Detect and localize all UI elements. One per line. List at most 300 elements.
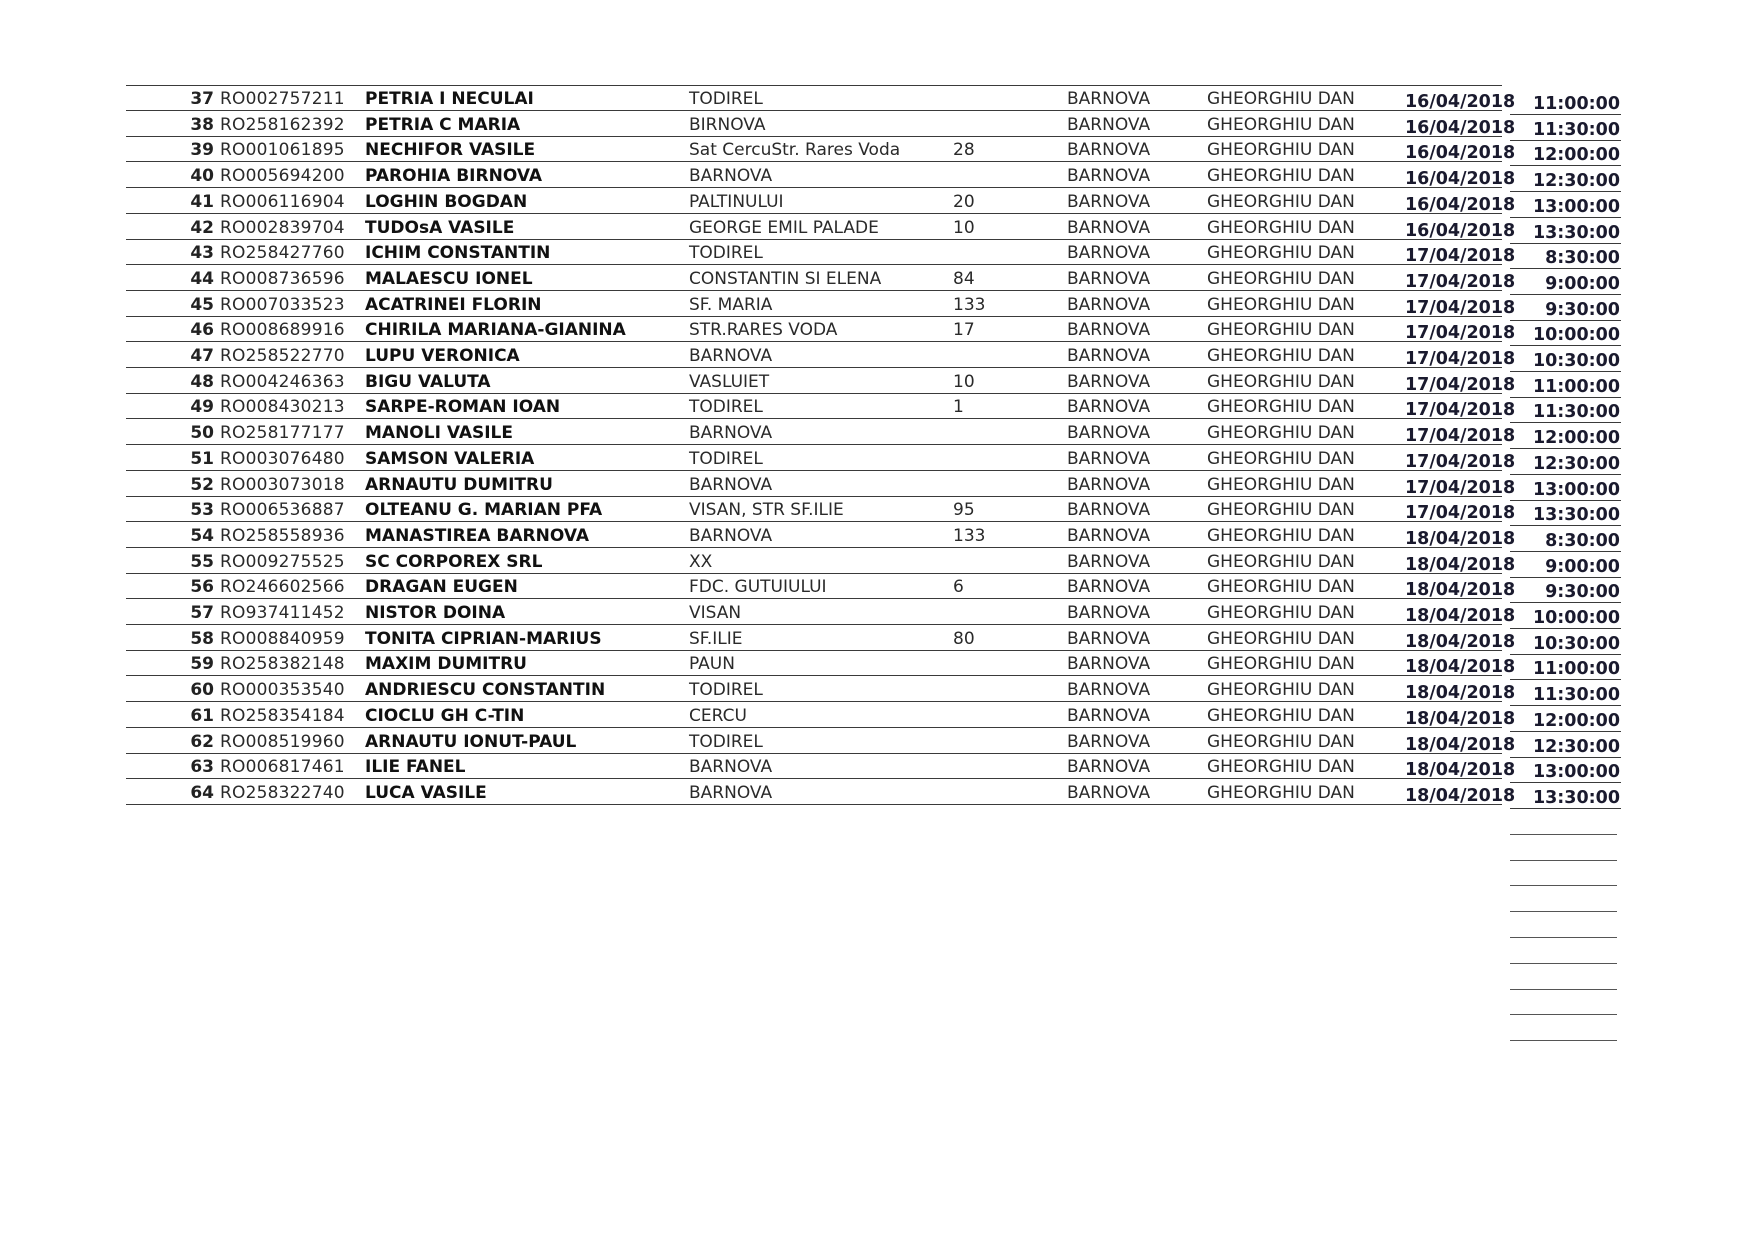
street-address: BARNOVA <box>689 474 773 495</box>
client-name: ACATRINEI FLORIN <box>365 294 542 315</box>
row-separator <box>126 547 1502 548</box>
appointment-time: 13:30:00 <box>1532 505 1620 526</box>
appointment-date: 17/04/2018 <box>1405 349 1516 369</box>
client-name: MALAESCU IONEL <box>365 268 533 289</box>
appointment-date: 18/04/2018 <box>1405 734 1516 755</box>
street-address: SF.ILIE <box>689 628 743 649</box>
street-address: VASLUIET <box>689 371 770 392</box>
empty-time-line <box>1510 989 1617 990</box>
row-separator <box>126 624 1502 625</box>
appointment-date: 16/04/2018 <box>1405 169 1516 190</box>
locality: BARNOVA <box>1067 243 1151 264</box>
agent-name: GHEORGHIU DAN <box>1207 474 1355 495</box>
appointment-date: 17/04/2018 <box>1405 297 1516 318</box>
client-code: RO258427760 <box>220 243 345 264</box>
agent-name: GHEORGHIU DAN <box>1207 294 1355 315</box>
row-number: 40 <box>190 166 214 187</box>
street-number: 6 <box>953 577 964 598</box>
client-name: TONITA CIPRIAN-MARIUS <box>365 628 602 649</box>
appointment-date: 18/04/2018 <box>1405 631 1516 652</box>
client-name: DRAGAN EUGEN <box>365 577 518 598</box>
street-address: GEORGE EMIL PALADE <box>689 217 879 238</box>
street-number: 17 <box>953 320 975 341</box>
appointment-time: 10:00:00 <box>1532 608 1620 628</box>
row-number: 61 <box>190 705 214 726</box>
street-address: BARNOVA <box>689 525 773 546</box>
appointment-time: 12:30:00 <box>1532 171 1620 192</box>
row-number: 44 <box>190 268 214 289</box>
table-row <box>0 706 1754 732</box>
row-number: 55 <box>190 551 214 572</box>
agent-name: GHEORGHIU DAN <box>1207 191 1355 212</box>
row-number: 64 <box>190 782 214 803</box>
locality: BARNOVA <box>1067 191 1151 212</box>
row-separator <box>126 650 1502 651</box>
appointment-time: 11:30:00 <box>1532 402 1620 423</box>
agent-name: GHEORGHIU DAN <box>1207 603 1355 623</box>
appointment-date: 18/04/2018 <box>1405 785 1516 806</box>
row-number: 45 <box>190 294 214 315</box>
table-row <box>0 372 1754 398</box>
time-separator <box>1510 808 1621 809</box>
client-name: ARNAUTU IONUT-PAUL <box>365 731 577 752</box>
appointment-date: 18/04/2018 <box>1405 554 1516 575</box>
appointment-time: 12:30:00 <box>1532 736 1620 757</box>
appointment-time: 11:00:00 <box>1532 94 1620 114</box>
locality: BARNOVA <box>1067 89 1151 109</box>
row-separator <box>126 496 1502 497</box>
street-address: BARNOVA <box>689 423 773 444</box>
client-name: SC CORPOREX SRL <box>365 551 543 572</box>
client-code: RO258382148 <box>220 654 345 675</box>
street-address: TODIREL <box>689 731 763 752</box>
locality: BARNOVA <box>1067 500 1151 521</box>
table-row <box>0 629 1754 655</box>
appointment-date: 18/04/2018 <box>1405 683 1516 704</box>
agent-name: GHEORGHIU DAN <box>1207 680 1355 701</box>
client-name: ICHIM CONSTANTIN <box>365 243 551 264</box>
street-address: BARNOVA <box>689 166 773 187</box>
row-number: 43 <box>190 243 214 264</box>
client-name: SAMSON VALERIA <box>365 448 535 469</box>
agent-name: GHEORGHIU DAN <box>1207 448 1355 469</box>
agent-name: GHEORGHIU DAN <box>1207 731 1355 752</box>
table-row <box>0 500 1754 526</box>
row-separator <box>126 393 1502 394</box>
table-row <box>0 577 1754 603</box>
row-number: 60 <box>190 680 214 701</box>
client-code: RO006536887 <box>220 500 345 521</box>
appointment-date: 17/04/2018 <box>1405 271 1516 292</box>
appointment-time: 13:30:00 <box>1532 222 1620 243</box>
table-row <box>0 732 1754 758</box>
agent-name: GHEORGHIU DAN <box>1207 705 1355 726</box>
row-separator <box>126 573 1502 574</box>
agent-name: GHEORGHIU DAN <box>1207 525 1355 546</box>
appointment-date: 17/04/2018 <box>1405 400 1516 421</box>
appointment-time: 12:00:00 <box>1532 710 1620 731</box>
client-code: RO008736596 <box>220 268 345 289</box>
agent-name: GHEORGHIU DAN <box>1207 500 1355 521</box>
street-address: TODIREL <box>689 243 763 264</box>
row-number: 58 <box>190 628 214 649</box>
agent-name: GHEORGHIU DAN <box>1207 551 1355 572</box>
appointment-date: 17/04/2018 <box>1405 503 1516 524</box>
row-number: 48 <box>190 371 214 392</box>
table-row <box>0 526 1754 552</box>
agent-name: GHEORGHIU DAN <box>1207 346 1355 366</box>
row-number: 57 <box>190 603 214 623</box>
agent-name: GHEORGHIU DAN <box>1207 371 1355 392</box>
appointment-time: 13:00:00 <box>1532 479 1620 500</box>
table-row <box>0 269 1754 295</box>
street-address: TODIREL <box>689 89 763 109</box>
agent-name: GHEORGHIU DAN <box>1207 654 1355 675</box>
locality: BARNOVA <box>1067 294 1151 315</box>
row-separator <box>126 316 1502 317</box>
appointment-time: 10:30:00 <box>1532 633 1620 654</box>
table-row <box>0 654 1754 680</box>
table-row <box>0 320 1754 346</box>
client-name: MAXIM DUMITRU <box>365 654 527 675</box>
appointment-date: 16/04/2018 <box>1405 117 1516 138</box>
appointment-date: 18/04/2018 <box>1405 760 1516 781</box>
table-row <box>0 449 1754 475</box>
client-code: RO003073018 <box>220 474 345 495</box>
row-number: 39 <box>190 140 214 161</box>
client-name: CIOCLU GH C-TIN <box>365 705 525 726</box>
client-code: RO002839704 <box>220 217 345 238</box>
street-address: BARNOVA <box>689 346 773 366</box>
street-address: STR.RARES VODA <box>689 320 838 341</box>
client-code: RO004246363 <box>220 371 345 392</box>
row-separator <box>126 778 1502 779</box>
appointment-date: 18/04/2018 <box>1405 708 1516 729</box>
row-number: 49 <box>190 397 214 418</box>
street-address: BARNOVA <box>689 782 773 803</box>
locality: BARNOVA <box>1067 603 1151 623</box>
row-separator <box>126 727 1502 728</box>
row-separator <box>126 521 1502 522</box>
client-code: RO258558936 <box>220 525 345 546</box>
empty-time-line <box>1510 834 1617 835</box>
street-number: 80 <box>953 628 975 649</box>
appointment-time: 9:30:00 <box>1545 582 1620 603</box>
street-number: 95 <box>953 500 975 521</box>
street-number: 133 <box>953 294 986 315</box>
appointment-time: 9:00:00 <box>1545 556 1620 577</box>
locality: BARNOVA <box>1067 114 1151 135</box>
client-name: NISTOR DOINA <box>365 603 506 623</box>
locality: BARNOVA <box>1067 654 1151 675</box>
agent-name: GHEORGHIU DAN <box>1207 243 1355 264</box>
client-code: RO008689916 <box>220 320 345 341</box>
appointment-time: 12:00:00 <box>1532 428 1620 449</box>
row-number: 51 <box>190 448 214 469</box>
client-name: PETRIA C MARIA <box>365 114 521 135</box>
appointment-date: 16/04/2018 <box>1405 194 1516 215</box>
client-name: ARNAUTU DUMITRU <box>365 474 553 495</box>
table-row <box>0 243 1754 269</box>
appointment-time: 10:00:00 <box>1532 325 1620 346</box>
appointment-time: 12:00:00 <box>1532 145 1620 166</box>
table-row <box>0 346 1754 372</box>
appointment-date: 17/04/2018 <box>1405 477 1516 498</box>
table-row <box>0 166 1754 192</box>
street-address: PALTINULUI <box>689 191 784 212</box>
locality: BARNOVA <box>1067 705 1151 726</box>
client-code: RO258177177 <box>220 423 345 444</box>
client-code: RO005694200 <box>220 166 345 187</box>
agent-name: GHEORGHIU DAN <box>1207 140 1355 161</box>
client-name: SARPE-ROMAN IOAN <box>365 397 561 418</box>
agent-name: GHEORGHIU DAN <box>1207 628 1355 649</box>
appointment-time: 9:00:00 <box>1545 273 1620 294</box>
appointment-time: 12:30:00 <box>1532 453 1620 474</box>
table-rule-top <box>126 85 1502 86</box>
row-number: 41 <box>190 191 214 212</box>
row-separator <box>126 444 1502 445</box>
table-row <box>0 475 1754 501</box>
row-number: 50 <box>190 423 214 444</box>
table-row <box>0 423 1754 449</box>
agent-name: GHEORGHIU DAN <box>1207 268 1355 289</box>
empty-time-line <box>1510 1040 1617 1041</box>
appointment-time: 8:30:00 <box>1545 530 1620 551</box>
appointment-date: 17/04/2018 <box>1405 451 1516 472</box>
appointment-time: 10:30:00 <box>1532 351 1620 371</box>
locality: BARNOVA <box>1067 474 1151 495</box>
client-code: RO000353540 <box>220 680 345 701</box>
client-code: RO937411452 <box>220 603 345 623</box>
client-code: RO006116904 <box>220 191 345 212</box>
appointment-time: 13:00:00 <box>1532 196 1620 217</box>
row-separator <box>126 418 1502 419</box>
locality: BARNOVA <box>1067 166 1151 187</box>
empty-time-line <box>1510 963 1617 964</box>
table-row <box>0 552 1754 578</box>
agent-name: GHEORGHIU DAN <box>1207 217 1355 238</box>
appointment-time: 11:00:00 <box>1532 659 1620 680</box>
client-name: NECHIFOR VASILE <box>365 140 536 161</box>
client-code: RO001061895 <box>220 140 345 161</box>
appointment-date: 16/04/2018 <box>1405 143 1516 164</box>
row-separator <box>126 213 1502 214</box>
client-code: RO258522770 <box>220 346 345 366</box>
row-number: 56 <box>190 577 214 598</box>
street-number: 10 <box>953 217 975 238</box>
appointment-date: 16/04/2018 <box>1405 220 1516 241</box>
row-separator <box>126 187 1502 188</box>
street-number: 133 <box>953 525 986 546</box>
row-separator <box>126 675 1502 676</box>
table-row <box>0 397 1754 423</box>
street-address: BIRNOVA <box>689 114 766 135</box>
client-name: PAROHIA BIRNOVA <box>365 166 542 187</box>
client-code: RO258162392 <box>220 114 345 135</box>
table-row <box>0 757 1754 783</box>
locality: BARNOVA <box>1067 731 1151 752</box>
appointment-time: 11:00:00 <box>1532 376 1620 397</box>
appointment-date: 17/04/2018 <box>1405 374 1516 395</box>
row-separator <box>126 136 1502 137</box>
row-separator <box>126 239 1502 240</box>
client-name: LUPU VERONICA <box>365 346 520 366</box>
locality: BARNOVA <box>1067 448 1151 469</box>
appointment-time: 13:30:00 <box>1532 787 1620 808</box>
street-address: TODIREL <box>689 397 763 418</box>
empty-time-line <box>1510 860 1617 861</box>
row-number: 63 <box>190 757 214 778</box>
locality: BARNOVA <box>1067 680 1151 701</box>
row-separator <box>126 753 1502 754</box>
locality: BARNOVA <box>1067 140 1151 161</box>
appointment-time: 8:30:00 <box>1545 248 1620 269</box>
client-code: RO008430213 <box>220 397 345 418</box>
client-name: LOGHIN BOGDAN <box>365 191 528 212</box>
client-code: RO258354184 <box>220 705 345 726</box>
table-row <box>0 295 1754 321</box>
street-address: Sat CercuStr. Rares Voda <box>689 140 901 161</box>
client-name: PETRIA I NECULAI <box>365 89 534 109</box>
row-number: 53 <box>190 500 214 521</box>
locality: BARNOVA <box>1067 757 1151 778</box>
client-code: RO007033523 <box>220 294 345 315</box>
table-row <box>0 783 1754 809</box>
empty-time-line <box>1510 911 1617 912</box>
street-address: XX <box>689 551 713 572</box>
appointment-date: 18/04/2018 <box>1405 528 1516 549</box>
client-code: RO003076480 <box>220 448 345 469</box>
appointment-date: 16/04/2018 <box>1405 92 1516 112</box>
appointment-date: 18/04/2018 <box>1405 606 1516 626</box>
street-address: BARNOVA <box>689 757 773 778</box>
client-name: ILIE FANEL <box>365 757 466 778</box>
appointment-time: 13:00:00 <box>1532 762 1620 783</box>
row-separator <box>126 367 1502 368</box>
row-number: 46 <box>190 320 214 341</box>
appointment-time: 11:30:00 <box>1532 119 1620 140</box>
agent-name: GHEORGHIU DAN <box>1207 757 1355 778</box>
locality: BARNOVA <box>1067 577 1151 598</box>
row-separator <box>126 264 1502 265</box>
row-separator <box>126 161 1502 162</box>
locality: BARNOVA <box>1067 397 1151 418</box>
street-number: 28 <box>953 140 975 161</box>
client-code: RO006817461 <box>220 757 345 778</box>
agent-name: GHEORGHIU DAN <box>1207 782 1355 803</box>
agent-name: GHEORGHIU DAN <box>1207 577 1355 598</box>
street-number: 20 <box>953 191 975 212</box>
client-name: BIGU VALUTA <box>365 371 491 392</box>
street-address: VISAN, STR SF.ILIE <box>689 500 844 521</box>
row-separator <box>126 804 1502 805</box>
client-name: OLTEANU G. MARIAN PFA <box>365 500 603 521</box>
table-row <box>0 603 1754 629</box>
client-name: MANASTIREA BARNOVA <box>365 525 589 546</box>
locality: BARNOVA <box>1067 551 1151 572</box>
appointment-time: 9:30:00 <box>1545 299 1620 320</box>
agent-name: GHEORGHIU DAN <box>1207 89 1355 109</box>
locality: BARNOVA <box>1067 346 1151 366</box>
locality: BARNOVA <box>1067 628 1151 649</box>
row-number: 62 <box>190 731 214 752</box>
client-code: RO009275525 <box>220 551 345 572</box>
street-address: TODIREL <box>689 680 763 701</box>
row-number: 42 <box>190 217 214 238</box>
client-name: CHIRILA MARIANA-GIANINA <box>365 320 626 341</box>
row-separator <box>126 470 1502 471</box>
row-separator <box>126 341 1502 342</box>
empty-time-line <box>1510 885 1617 886</box>
client-name: MANOLI VASILE <box>365 423 514 444</box>
row-separator <box>126 290 1502 291</box>
client-name: ANDRIESCU CONSTANTIN <box>365 680 606 701</box>
locality: BARNOVA <box>1067 423 1151 444</box>
client-code: RO008519960 <box>220 731 345 752</box>
table-row <box>0 192 1754 218</box>
agent-name: GHEORGHIU DAN <box>1207 166 1355 187</box>
agent-name: GHEORGHIU DAN <box>1207 423 1355 444</box>
client-name: TUDOsA VASILE <box>365 217 515 238</box>
agent-name: GHEORGHIU DAN <box>1207 320 1355 341</box>
table-row <box>0 115 1754 141</box>
street-address: TODIREL <box>689 448 763 469</box>
street-address: VISAN <box>689 603 742 623</box>
street-number: 84 <box>953 268 975 289</box>
row-number: 47 <box>190 346 214 366</box>
table-row <box>0 140 1754 166</box>
row-number: 38 <box>190 114 214 135</box>
locality: BARNOVA <box>1067 320 1151 341</box>
street-address: CONSTANTIN SI ELENA <box>689 268 882 289</box>
locality: BARNOVA <box>1067 268 1151 289</box>
appointment-date: 18/04/2018 <box>1405 580 1516 601</box>
empty-time-line <box>1510 937 1617 938</box>
street-address: PAUN <box>689 654 735 675</box>
appointment-date: 17/04/2018 <box>1405 246 1516 267</box>
locality: BARNOVA <box>1067 782 1151 803</box>
agent-name: GHEORGHIU DAN <box>1207 397 1355 418</box>
street-address: SF. MARIA <box>689 294 773 315</box>
client-code: RO246602566 <box>220 577 345 598</box>
row-number: 54 <box>190 525 214 546</box>
appointment-date: 17/04/2018 <box>1405 323 1516 344</box>
client-code: RO008840959 <box>220 628 345 649</box>
client-code: RO258322740 <box>220 782 345 803</box>
locality: BARNOVA <box>1067 525 1151 546</box>
locality: BARNOVA <box>1067 217 1151 238</box>
appointment-date: 17/04/2018 <box>1405 426 1516 447</box>
row-number: 37 <box>190 89 214 109</box>
row-separator <box>126 110 1502 111</box>
agent-name: GHEORGHIU DAN <box>1207 114 1355 135</box>
appointment-date: 18/04/2018 <box>1405 657 1516 678</box>
row-separator <box>126 598 1502 599</box>
street-address: FDC. GUTUIULUI <box>689 577 827 598</box>
street-number: 10 <box>953 371 975 392</box>
row-separator <box>126 701 1502 702</box>
row-number: 59 <box>190 654 214 675</box>
street-number: 1 <box>953 397 964 418</box>
row-number: 52 <box>190 474 214 495</box>
street-address: CERCU <box>689 705 747 726</box>
client-code: RO002757211 <box>220 89 345 109</box>
table-row <box>0 89 1754 115</box>
table-row <box>0 680 1754 706</box>
client-name: LUCA VASILE <box>365 782 487 803</box>
appointment-time: 11:30:00 <box>1532 685 1620 706</box>
